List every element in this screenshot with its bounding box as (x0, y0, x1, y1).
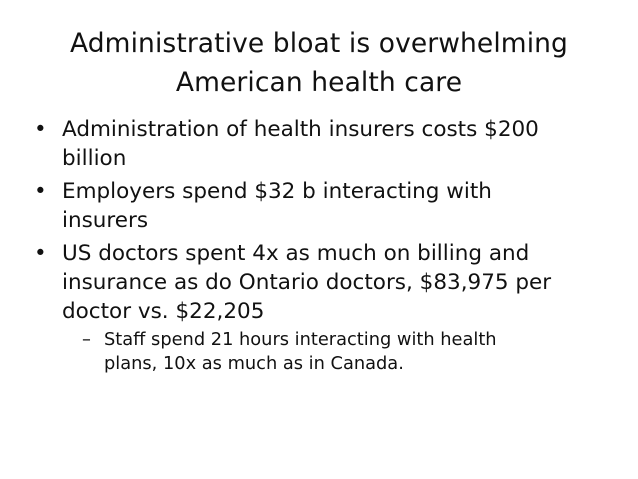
bullet-text (62, 177, 624, 235)
sub-bullet-line: plans, 10x as much as in Canada. (104, 353, 404, 374)
bullet-text (62, 239, 624, 326)
bullet-item-employer-spend (34, 177, 624, 235)
title-line-1: Administrative bloat is overwhelming (70, 28, 568, 59)
bullet-line: doctor vs. $22,205 (62, 299, 265, 324)
bullet-line: Employers spend $32 b interacting with (62, 179, 492, 204)
bullet-item-doctor-billing (34, 239, 624, 376)
bullet-line: billion (62, 146, 127, 171)
sub-bullet-line: Staff spend 21 hours interacting with health (104, 329, 497, 350)
bullet-line: insurance as do Ontario doctors, $83,975 per (62, 270, 552, 295)
slide-title (20, 24, 618, 102)
sub-bullet-text (104, 328, 624, 376)
bullet-line: insurers (62, 208, 149, 233)
bullet-dot-icon: • (34, 117, 47, 142)
bullet-line: Administration of health insurers costs $200 (62, 117, 539, 142)
bullet-dot-icon: • (34, 179, 47, 204)
bullet-line: US doctors spent 4x as much on billing and (62, 241, 530, 266)
bullet-dot-icon: • (34, 241, 47, 266)
sub-bullet-item-staff-hours (82, 328, 624, 376)
bullet-list (34, 115, 624, 380)
bullet-text (62, 115, 624, 173)
bullet-item-insurer-costs (34, 115, 624, 173)
title-line-2: American health care (175, 67, 463, 98)
sub-bullet-dash-icon: – (82, 329, 91, 350)
